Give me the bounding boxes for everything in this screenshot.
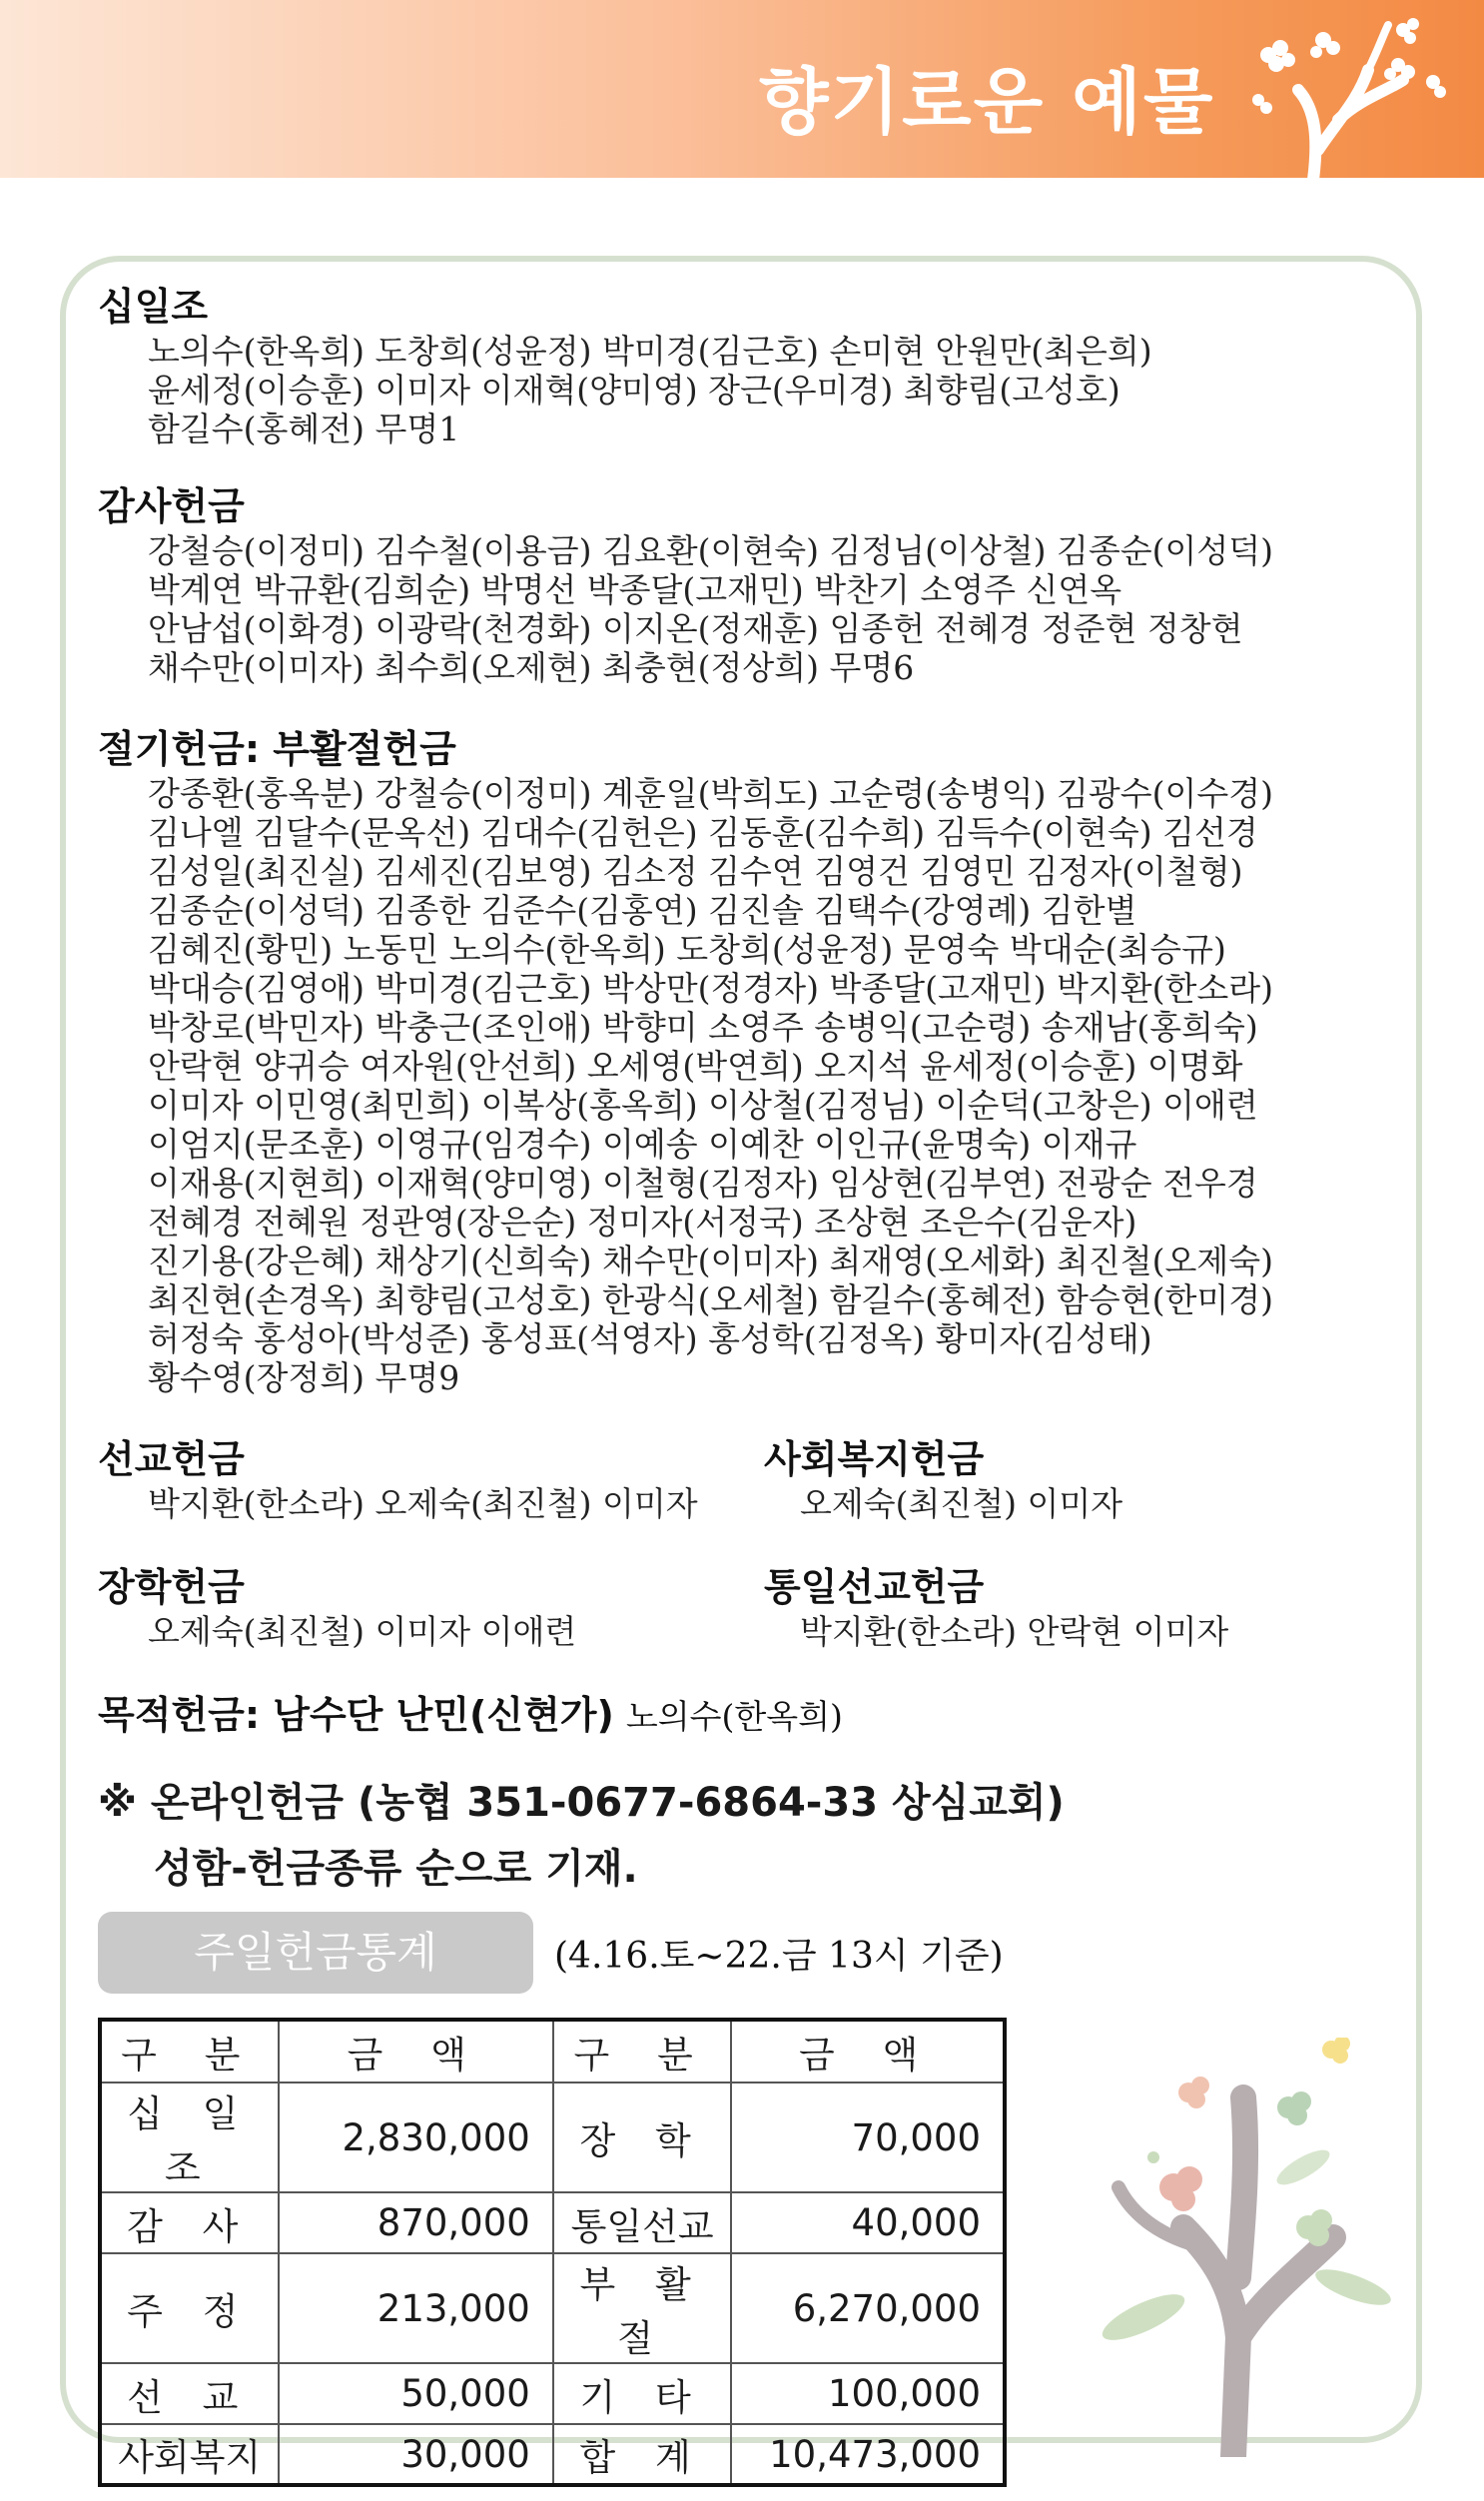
names-line: 채수만(이미자) 최수희(오제현) 최충현(정상희) 무명6 (148, 648, 915, 687)
category-cell: 기 타 (553, 2363, 732, 2424)
category-cell: 주 정 (100, 2253, 279, 2363)
names-line: 함길수(홍혜전) 무명1 (148, 410, 460, 448)
section-unification (764, 1562, 1363, 1651)
names-line: 안남섭(이화경) 이광락(천경화) 이지온(정재훈) 임종헌 전혜경 정준현 정창현 (148, 609, 1243, 648)
stats-period: (4.16.토~22.금 13시 기준) (554, 1936, 1004, 1977)
names-line: 노의수(한옥희) 도창희(성윤정) 박미경(김근호) 손미현 안원만(최은희) (148, 332, 1152, 371)
section-title: 십일조 (98, 285, 209, 329)
page-title: 향기로운 예물 (759, 60, 1215, 144)
purpose-names: 노의수(한옥희) (625, 1697, 843, 1736)
decorative-tree-icon (1064, 2038, 1393, 2457)
table-row (100, 2083, 1005, 2192)
names-line: 박창로(박민자) 박충근(조인애) 박향미 소영주 송병익(고순령) 송재남(홍희숙) (148, 1008, 1258, 1047)
header-banner (0, 0, 1484, 178)
names-line: 박계연 박규환(김희순) 박명선 박종달(고재민) 박찬기 소영주 신연옥 (148, 570, 1122, 609)
header-tree-icon (1218, 10, 1448, 180)
names-line: 전혜경 전혜원 정관영(장은순) 정미자(서정국) 조상현 조은수(김운자) (148, 1203, 1137, 1242)
section-title: 사회복지헌금 (764, 1437, 985, 1481)
section-title: 감사헌금 (98, 484, 245, 528)
category-cell: 사회복지 (100, 2424, 279, 2485)
section-title: 선교헌금 (98, 1437, 245, 1481)
amount-cell: 2,830,000 (279, 2083, 553, 2192)
names-line: 강철승(이정미) 김수철(이용금) 김요환(이현숙) 김정님(이상철) 김종순(이성덕) (148, 531, 1274, 570)
names-line: 김나엘 김달수(문옥선) 김대수(김헌은) 김동훈(김수희) 김득수(이현숙) 김선경 (148, 813, 1258, 852)
amount-cell: 100,000 (731, 2363, 1005, 2424)
section-mission (98, 1434, 737, 1523)
total-amount-cell: 10,473,000 (731, 2424, 1005, 2485)
table-header: 구 분 (100, 2020, 279, 2083)
names-line: 윤세정(이승훈) 이미자 이재혁(양미영) 장근(우미경) 최향림(고성호) (148, 371, 1120, 410)
category-cell: 십 일 조 (100, 2083, 279, 2192)
offering-stats-table (98, 2018, 1007, 2487)
amount-cell: 70,000 (731, 2083, 1005, 2192)
names-line: 강종환(홍옥분) 강철승(이정미) 계훈일(박희도) 고순령(송병익) 김광수(이수경) (148, 774, 1274, 813)
amount-cell: 40,000 (731, 2192, 1005, 2253)
names-line: 오제숙(최진철) 이미자 이애련 (148, 1612, 577, 1651)
online-offering-note (98, 1770, 1065, 1902)
amount-cell: 30,000 (279, 2424, 553, 2485)
section-scholarship (98, 1562, 737, 1651)
names-line: 허정숙 홍성아(박성준) 홍성표(석영자) 홍성학(김정옥) 황미자(김성태) (148, 1319, 1152, 1358)
names-line: 최진현(손경옥) 최향림(고성호) 한광식(오세철) 함길수(홍혜전) 함승현(한미경) (148, 1280, 1274, 1319)
table-row (100, 2253, 1005, 2363)
names-line: 진기용(강은혜) 채상기(신희숙) 채수만(이미자) 최재영(오세화) 최진철(오제숙) (148, 1242, 1274, 1280)
table-header: 구 분 (553, 2020, 732, 2083)
section-thanks (98, 481, 1396, 687)
online-account-line: ※ 온라인헌금 (농협 351-0677-6864-33 상심교회) (98, 1780, 1065, 1826)
names-line: 박대승(김영애) 박미경(김근호) 박상만(정경자) 박종달(고재민) 박지환(한소라) (148, 969, 1274, 1008)
names-line: 오제숙(최진철) 이미자 (800, 1484, 1123, 1523)
purpose-title: 목적헌금: 남수단 난민(신현가) (98, 1693, 614, 1737)
section-tithe (98, 282, 1396, 448)
amount-cell: 213,000 (279, 2253, 553, 2363)
table-header-row (100, 2020, 1005, 2083)
names-line: 이미자 이민영(최민희) 이복상(홍옥희) 이상철(김정님) 이순덕(고창은) 이애련 (148, 1086, 1258, 1125)
category-cell: 장 학 (553, 2083, 732, 2192)
names-line: 이재용(지현희) 이재혁(양미영) 이철형(김정자) 임상현(김부연) 전광순 전우경 (148, 1164, 1258, 1203)
table-row (100, 2192, 1005, 2253)
online-instruction-line: 성함-헌금종류 순으로 기재. (154, 1846, 638, 1892)
names-line: 안락현 양귀승 여자원(안선희) 오세영(박연희) 오지석 윤세정(이승훈) 이명화 (148, 1047, 1243, 1086)
amount-cell: 870,000 (279, 2192, 553, 2253)
names-line: 박지환(한소라) 오제숙(최진철) 이미자 (148, 1484, 698, 1523)
names-line: 김종순(이성덕) 김종한 김준수(김홍연) 김진솔 김택수(강영례) 김한별 (148, 891, 1137, 930)
table-row (100, 2363, 1005, 2424)
names-line: 김성일(최진실) 김세진(김보영) 김소정 김수연 김영건 김영민 김정자(이철형) (148, 852, 1243, 891)
category-cell: 부 활 절 (553, 2253, 732, 2363)
table-header: 금 액 (279, 2020, 553, 2083)
section-welfare (764, 1434, 1363, 1523)
section-season (98, 724, 1396, 1397)
names-line: 김혜진(황민) 노동민 노의수(한옥희) 도창희(성윤정) 문영숙 박대순(최승규) (148, 930, 1226, 969)
category-cell: 합 계 (553, 2424, 732, 2485)
section-title: 장학헌금 (98, 1565, 245, 1609)
names-line: 박지환(한소라) 안락현 이미자 (800, 1612, 1229, 1651)
section-purpose (98, 1690, 1396, 1742)
amount-cell: 50,000 (279, 2363, 553, 2424)
category-cell: 통일선교 (553, 2192, 732, 2253)
names-line: 황수영(장정희) 무명9 (148, 1358, 460, 1397)
names-line: 이엄지(문조훈) 이영규(임경수) 이예송 이예찬 이인규(윤명숙) 이재규 (148, 1125, 1137, 1164)
section-title (98, 1690, 1396, 1742)
stats-badge: 주일헌금통계 (98, 1912, 533, 1994)
table-row-total (100, 2424, 1005, 2485)
section-title: 절기헌금: 부활절헌금 (98, 727, 456, 771)
section-title: 통일선교헌금 (764, 1565, 985, 1609)
category-cell: 선 교 (100, 2363, 279, 2424)
table-header: 금 액 (731, 2020, 1005, 2083)
category-cell: 감 사 (100, 2192, 279, 2253)
amount-cell: 6,270,000 (731, 2253, 1005, 2363)
